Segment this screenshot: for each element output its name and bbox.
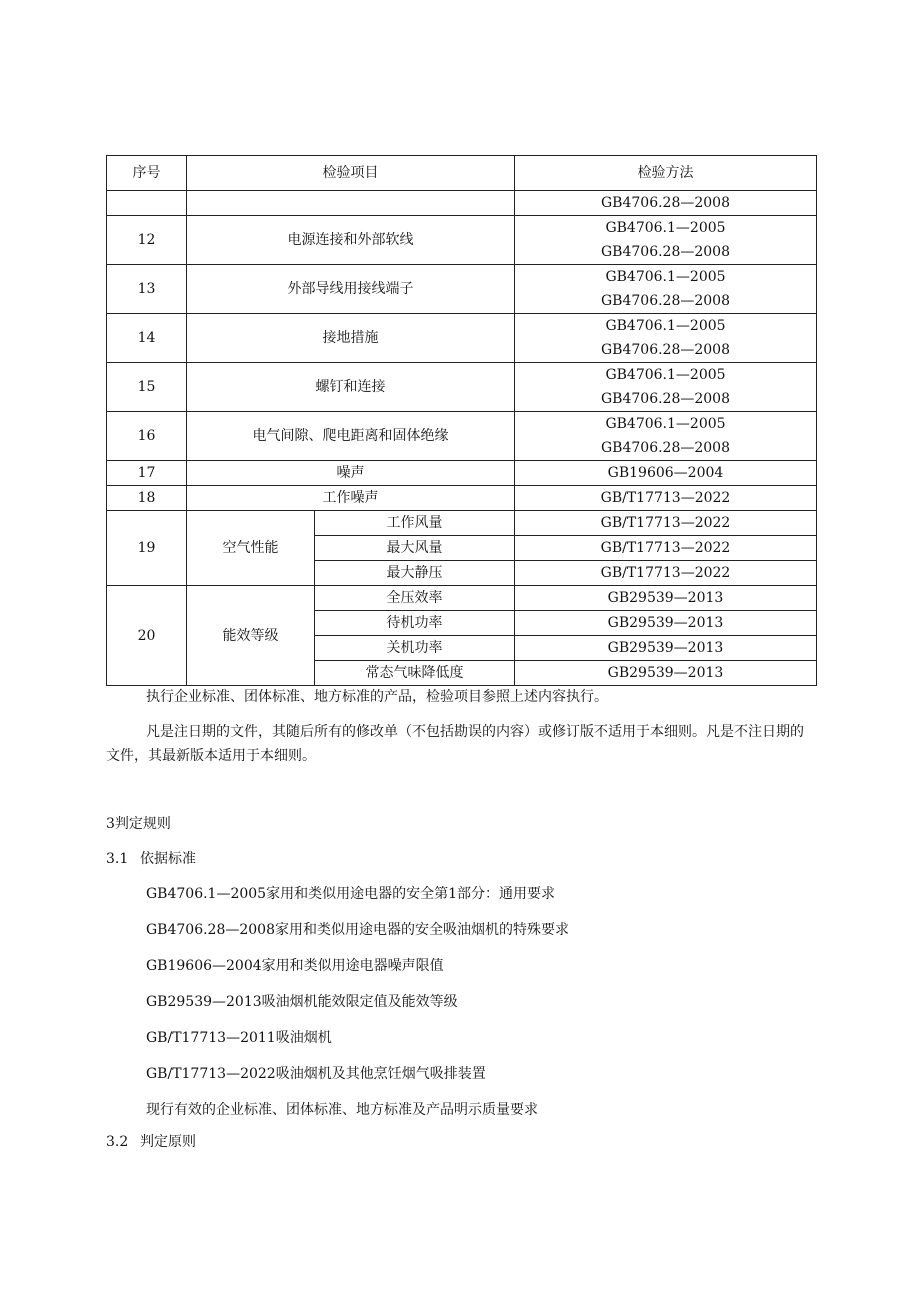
cell-no xyxy=(107,191,187,216)
list-item: GB/T17713—2022吸油烟机及其他烹饪烟气吸排装置 xyxy=(146,1066,486,1082)
note-paragraph-1: 执行企业标准、团体标准、地方标准的产品，检验项目参照上述内容执行。 xyxy=(146,689,608,705)
method-line: GB4706.28—2008 xyxy=(601,244,730,260)
cell-no: 13 xyxy=(107,265,187,314)
method-line: GB4706.28—2008 xyxy=(601,293,730,309)
cell-subitem: 最大静压 xyxy=(315,561,515,586)
method-line: GB4706.28—2008 xyxy=(601,440,730,456)
section-heading-3-1 xyxy=(106,847,196,871)
cell-item: 螺钉和连接 xyxy=(187,363,515,412)
method-line: GB4706.28—2008 xyxy=(601,391,730,407)
cell-no: 16 xyxy=(107,412,187,461)
cell-subitem: 工作风量 xyxy=(315,511,515,536)
cell-subitem: 关机功率 xyxy=(315,636,515,661)
cell-no: 15 xyxy=(107,363,187,412)
inspection-table xyxy=(106,155,817,686)
list-item: GB/T17713—2011吸油烟机 xyxy=(146,1030,332,1046)
table-header-row xyxy=(107,156,817,191)
table-row xyxy=(107,216,817,265)
section-heading-3-2 xyxy=(106,1130,196,1154)
method-line: GB4706.28—2008 xyxy=(601,342,730,358)
cell-method xyxy=(515,486,817,511)
cell-category: 空气性能 xyxy=(187,511,315,586)
method-line: GB4706.1—2005 xyxy=(605,367,726,383)
note-paragraph-2: 凡是注日期的文件，其随后所有的修改单（不包括勘误的内容）或修订版不适用于本细则。凡是不注日期的文件，其最新版本适用于本细则。 xyxy=(106,724,804,764)
cell-method xyxy=(515,265,817,314)
cell-item: 噪声 xyxy=(187,461,515,486)
cell-subitem: 最大风量 xyxy=(315,536,515,561)
table-row xyxy=(107,265,817,314)
cell-no: 20 xyxy=(107,586,187,686)
table-row-carryover xyxy=(107,191,817,216)
header-item: 检验项目 xyxy=(187,156,515,191)
table-row xyxy=(107,486,817,511)
cell-method xyxy=(515,461,817,486)
cell-method: GB/T17713—2022 xyxy=(515,511,817,536)
header-no: 序号 xyxy=(107,156,187,191)
cell-method xyxy=(515,191,817,216)
cell-method: GB/T17713—2022 xyxy=(515,536,817,561)
section-title: 判定原则 xyxy=(140,1134,196,1150)
table-row xyxy=(107,412,817,461)
cell-subitem: 常态气味降低度 xyxy=(315,661,515,686)
cell-method xyxy=(515,216,817,265)
method-line: GB4706.1—2005 xyxy=(605,269,726,285)
method-line: GB4706.1—2005 xyxy=(605,220,726,236)
cell-subitem: 全压效率 xyxy=(315,586,515,611)
list-item: GB19606—2004家用和类似用途电器噪声限值 xyxy=(146,958,444,974)
header-method: 检验方法 xyxy=(515,156,817,191)
cell-item: 电气间隙、爬电距离和固体绝缘 xyxy=(187,412,515,461)
cell-no: 19 xyxy=(107,511,187,586)
section-number: 3.1 xyxy=(106,851,129,867)
cell-method: GB29539—2013 xyxy=(515,611,817,636)
cell-method: GB/T17713—2022 xyxy=(515,561,817,586)
cell-item xyxy=(187,191,515,216)
reference-list xyxy=(146,882,826,1134)
list-item: 现行有效的企业标准、团体标准、地方标准及产品明示质量要求 xyxy=(146,1102,538,1118)
table-row xyxy=(107,363,817,412)
cell-item: 外部导线用接线端子 xyxy=(187,265,515,314)
cell-no: 12 xyxy=(107,216,187,265)
section-heading-3: 3判定规则 xyxy=(106,816,171,832)
method-line: GB/T17713—2022 xyxy=(600,490,731,506)
method-line: GB19606—2004 xyxy=(607,465,724,481)
cell-no: 14 xyxy=(107,314,187,363)
cell-method xyxy=(515,363,817,412)
section-title: 依据标准 xyxy=(140,851,196,867)
method-line: GB4706.1—2005 xyxy=(605,318,726,334)
cell-item: 接地措施 xyxy=(187,314,515,363)
cell-item: 电源连接和外部软线 xyxy=(187,216,515,265)
cell-category: 能效等级 xyxy=(187,586,315,686)
cell-method: GB29539—2013 xyxy=(515,586,817,611)
list-item: GB4706.28—2008家用和类似用途电器的安全吸油烟机的特殊要求 xyxy=(146,922,569,938)
list-item: GB29539—2013吸油烟机能效限定值及能效等级 xyxy=(146,994,458,1010)
table-row xyxy=(107,461,817,486)
cell-method xyxy=(515,314,817,363)
table-row-group-efficiency xyxy=(107,586,817,611)
cell-method xyxy=(515,412,817,461)
list-item: GB4706.1—2005家用和类似用途电器的安全第1部分：通用要求 xyxy=(146,886,555,902)
section-number: 3.2 xyxy=(106,1134,129,1150)
method-line: GB4706.1—2005 xyxy=(605,416,726,432)
table-row-group-air xyxy=(107,511,817,536)
cell-no: 17 xyxy=(107,461,187,486)
cell-no: 18 xyxy=(107,486,187,511)
method-line: GB4706.28—2008 xyxy=(601,195,730,211)
cell-method: GB29539—2013 xyxy=(515,661,817,686)
cell-method: GB29539—2013 xyxy=(515,636,817,661)
table-row xyxy=(107,314,817,363)
cell-item: 工作噪声 xyxy=(187,486,515,511)
cell-subitem: 待机功率 xyxy=(315,611,515,636)
